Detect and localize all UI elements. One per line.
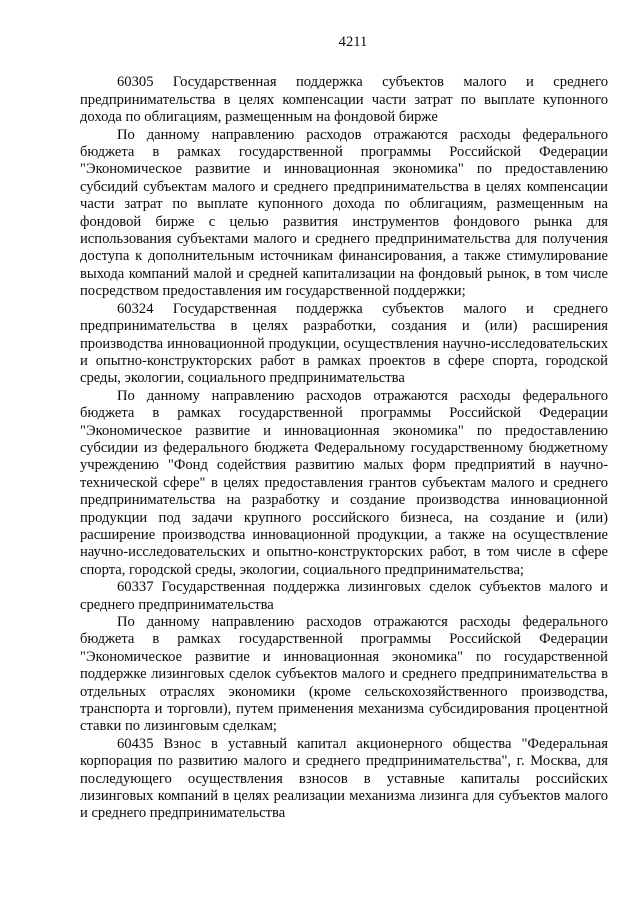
paragraph-60305-description: По данному направлению расходов отражаются расходы федерального бюджета в рамках государственной программы Российской Федерации "Экономическое развитие и инновационная экономика" по предоставлению субсидий субъектам малого и среднего предпринимательства в целях компенсации части затрат по выплате купонного дохода по облигациям, размещенным на фондовой бирже с целью развития инструментов фондового рынка для использования субъектами малого и среднего предпринимательства для получения доступа к дополнительным источникам финансирования, а также стимулирование выхода компаний малой и средней капитализации на фондовый рынок, в том числе посредством предоставления им государственной поддержки; — [80, 126, 608, 300]
paragraph-60337-heading: 60337 Государственная поддержка лизинговых сделок субъектов малого и среднего предпринимательства — [80, 579, 608, 613]
paragraph-60305-heading: 60305 Государственная поддержка субъектов малого и среднего предпринимательства в целях компенсации части затрат по выплате купонного дохода по облигациям, размещенным на фондовой бирже — [80, 74, 608, 126]
paragraph-60435-heading: 60435 Взнос в уставный капитал акционерного общества "Федеральная корпорация по развитию малого и среднего предпринимательства", г. Москва, для последующего осуществления взносов в уставные капиталы российских лизинговых компаний в целях реализации механизма лизинга для субъектов малого и среднего предпринимательства — [80, 735, 608, 822]
paragraph-60324-heading: 60324 Государственная поддержка субъектов малого и среднего предпринимательства в целях разработки, создания и (или) расширения производства инновационной продукции, осуществления научно-исследовательских и опытно-конструкторских работ в рамках проектов в сфере спорта, городской среды, экологии, социального предпринимательства — [80, 300, 608, 387]
paragraph-60337-description: По данному направлению расходов отражаются расходы федерального бюджета в рамках государственной программы Российской Федерации "Экономическое развитие и инновационная экономика" по государственной поддержке лизинговых сделок субъектов малого и среднего предпринимательства в отдельных отраслях экономики (кроме сельскохозяйственного производства, транспорта и торговли), путем применения механизма субсидирования процентной ставки по лизинговым сделкам; — [80, 614, 608, 735]
paragraph-60324-description: По данному направлению расходов отражаются расходы федерального бюджета в рамках государственной программы Российской Федерации "Экономическое развитие и инновационная экономика" по предоставлению субсидии из федерального бюджета Федеральному государственному бюджетному учреждению "Фонд содействия развитию малых форм предприятий в научно-технической сфере" в целях предоставления грантов субъектам малого и среднего предпринимательства на разработку и создание производства инновационной продукции под задачи крупного российского бизнеса, на создание и (или) расширение производства инновационной продукции, а также на осуществление научно-исследовательских и опытно-конструкторских работ, в том числе в сфере спорта, городской среды, экологии, социального предпринимательства; — [80, 387, 608, 578]
page-number: 4211 — [338, 34, 368, 50]
